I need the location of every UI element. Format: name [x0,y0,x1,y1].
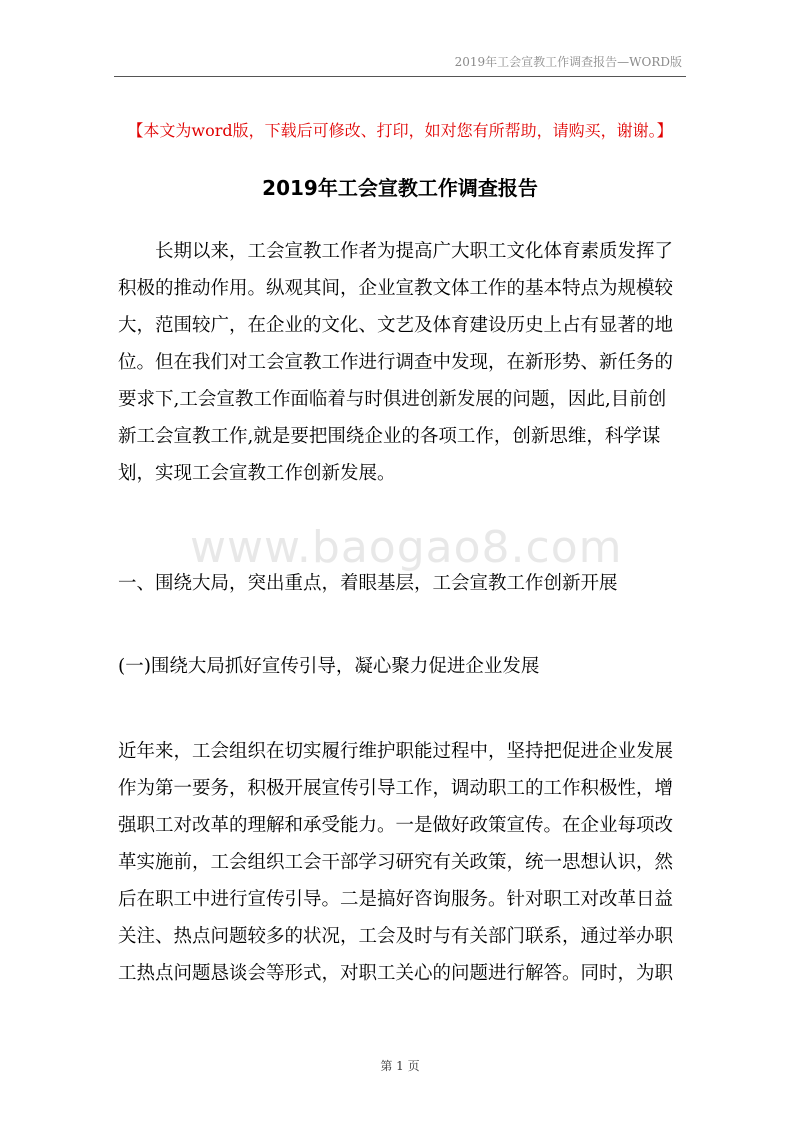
paragraph-line: 新工会宣教工作,就是要把围绕企业的各项工作，创新思维，科学谋 [118,426,661,447]
paragraph-line: 工热点问题恳谈会等形式，对职工关心的问题进行解答。同时，为职 [118,963,674,984]
subsection-heading: (一)围绕大局抓好宣传引导，凝心聚力促进企业发展 [118,656,540,677]
running-header: 2019年工会宣教工作调查报告—WORD版 [454,55,682,69]
paragraph-line: 强职工对改革的理解和承受能力。一是做好政策宣传。在企业每项改 [118,815,674,836]
document-title: 2019年工会宣教工作调查报告 [262,176,538,200]
paragraph-line: 作为第一要务，积极开展宣传引导工作，调动职工的工作积极性，增 [118,778,674,799]
paragraph-line: 要求下,工会宣教工作面临着与时俱进创新发展的问题，因此,目前创 [118,389,667,410]
paragraph-line: 大，范围较广，在企业的文化、文艺及体育建设历史上占有显著的地 [118,315,674,336]
paragraph-line: 革实施前，工会组织工会干部学习研究有关政策，统一思想认识，然 [118,852,674,873]
paragraph-line: 长期以来，工会宣教工作者为提高广大职工文化体育素质发挥了 [155,241,674,262]
paragraph-line: 后在职工中进行宣传引导。二是搞好咨询服务。针对职工对改革日益 [118,889,674,910]
paragraph-line: 积极的推动作用。纵观其间，企业宣教文体工作的基本特点为规模较 [118,278,674,299]
intro-paragraph [118,233,682,492]
paragraph-line: 近年来，工会组织在切实履行维护职能过程中，坚持把促进企业发展 [118,741,674,762]
paragraph-line: 位。但在我们对工会宣教工作进行调查中发现，在新形势、新任务的 [118,352,674,373]
paragraph-line: 划，实现工会宣教工作创新发展。 [118,463,396,484]
section-heading: 一、围绕大局，突出重点，着眼基层，工会宣教工作创新开展 [118,573,618,594]
header-divider [114,76,686,77]
watermark-text: www.baogao8.com [190,522,623,573]
paragraph-line: 关注、热点问题较多的状况，工会及时与有关部门联系，通过举办职 [118,926,674,947]
body-paragraph [118,733,682,992]
download-notice: 【本文为word版，下载后可修改、打印，如对您有所帮助，请购买，谢谢。】 [127,121,673,140]
page-number: 第 1 页 [380,1059,420,1073]
